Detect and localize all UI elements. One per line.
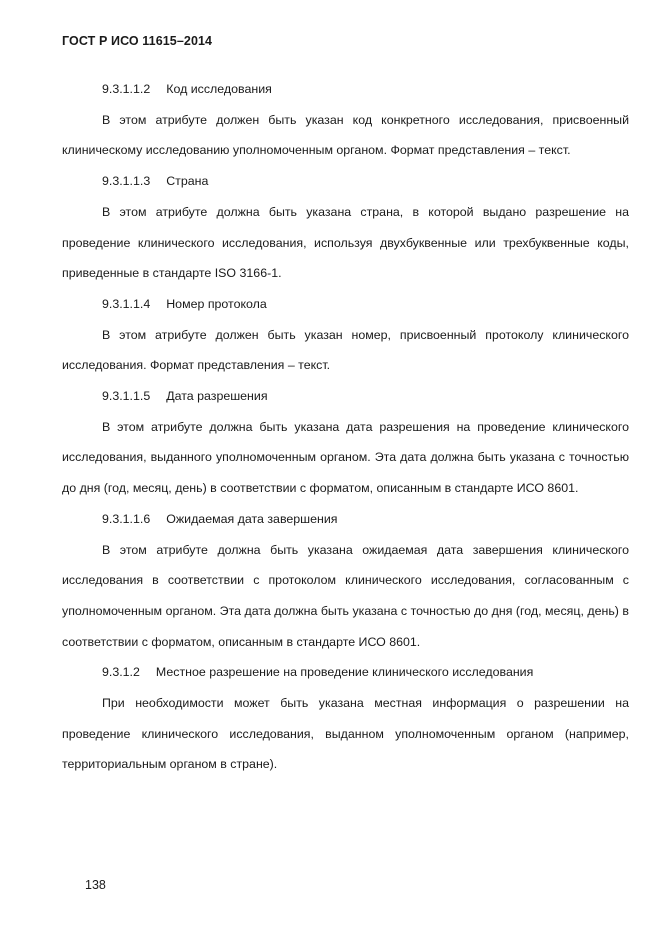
- section-title: Дата разрешения: [166, 389, 268, 404]
- section-paragraph: В этом атрибуте должен быть указан номер, присвоенный протоколу клинического исследования. Формат представления – текст.: [62, 327, 629, 373]
- section-paragraph: В этом атрибуте должна быть указана дата разрешения на проведение клинического исследования, выданного уполномоченным органом. Эта дата должна быть указана с точностью до дня (год, месяц, день) в соответствии с форматом, описанным в стандарте ИСО 8601.: [62, 419, 629, 496]
- section-number: 9.3.1.1.4: [102, 296, 151, 311]
- document-body: [62, 74, 629, 780]
- page-number: 138: [85, 878, 106, 892]
- section-paragraph: В этом атрибуте должна быть указана ожидаемая дата завершения клинического исследования в соответствии с протоколом клинического исследования, согласованным с уполномоченным органом. Эта дата должна быть указана с точностью до дня (год, месяц, день) в соответствии с форматом, описанным в стандарте ИСО 8601.: [62, 542, 629, 649]
- section-heading-9-3-1-1-6: [62, 504, 629, 535]
- section-heading-9-3-1-1-4: [62, 289, 629, 320]
- section-heading-9-3-1-1-5: [62, 381, 629, 412]
- section-paragraph: В этом атрибуте должен быть указан код конкретного исследования, присвоенный клиническому исследованию уполномоченным органом. Формат представления – текст.: [62, 112, 629, 158]
- section-title: Ожидаемая дата завершения: [166, 511, 338, 526]
- section-number: 9.3.1.2: [102, 665, 140, 680]
- section-heading-9-3-1-1-3: [62, 166, 629, 197]
- section-heading-9-3-1-2: [62, 657, 629, 688]
- section-paragraph: В этом атрибуте должна быть указана страна, в которой выдано разрешение на проведение клинического исследования, используя двухбуквенные или трехбуквенные коды, приведенные в стандарте ISO 3166-1.: [62, 204, 629, 281]
- section-number: 9.3.1.1.5: [102, 389, 151, 404]
- section-paragraph: При необходимости может быть указана местная информация о разрешении на проведение клинического исследования, выданном уполномоченным органом (например, территориальным органом в стране).: [62, 696, 629, 772]
- section-number: 9.3.1.1.6: [102, 511, 151, 526]
- page-header: ГОСТ Р ИСО 11615–2014: [62, 34, 213, 48]
- section-number: 9.3.1.1.3: [102, 174, 151, 189]
- section-title: Номер протокола: [166, 296, 267, 311]
- section-title: Страна: [166, 174, 209, 189]
- section-number: 9.3.1.1.2: [102, 82, 151, 96]
- section-title: Код исследования: [166, 82, 272, 96]
- section-heading-9-3-1-1-2: [62, 74, 629, 105]
- section-title: Местное разрешение на проведение клинического исследования: [155, 665, 534, 680]
